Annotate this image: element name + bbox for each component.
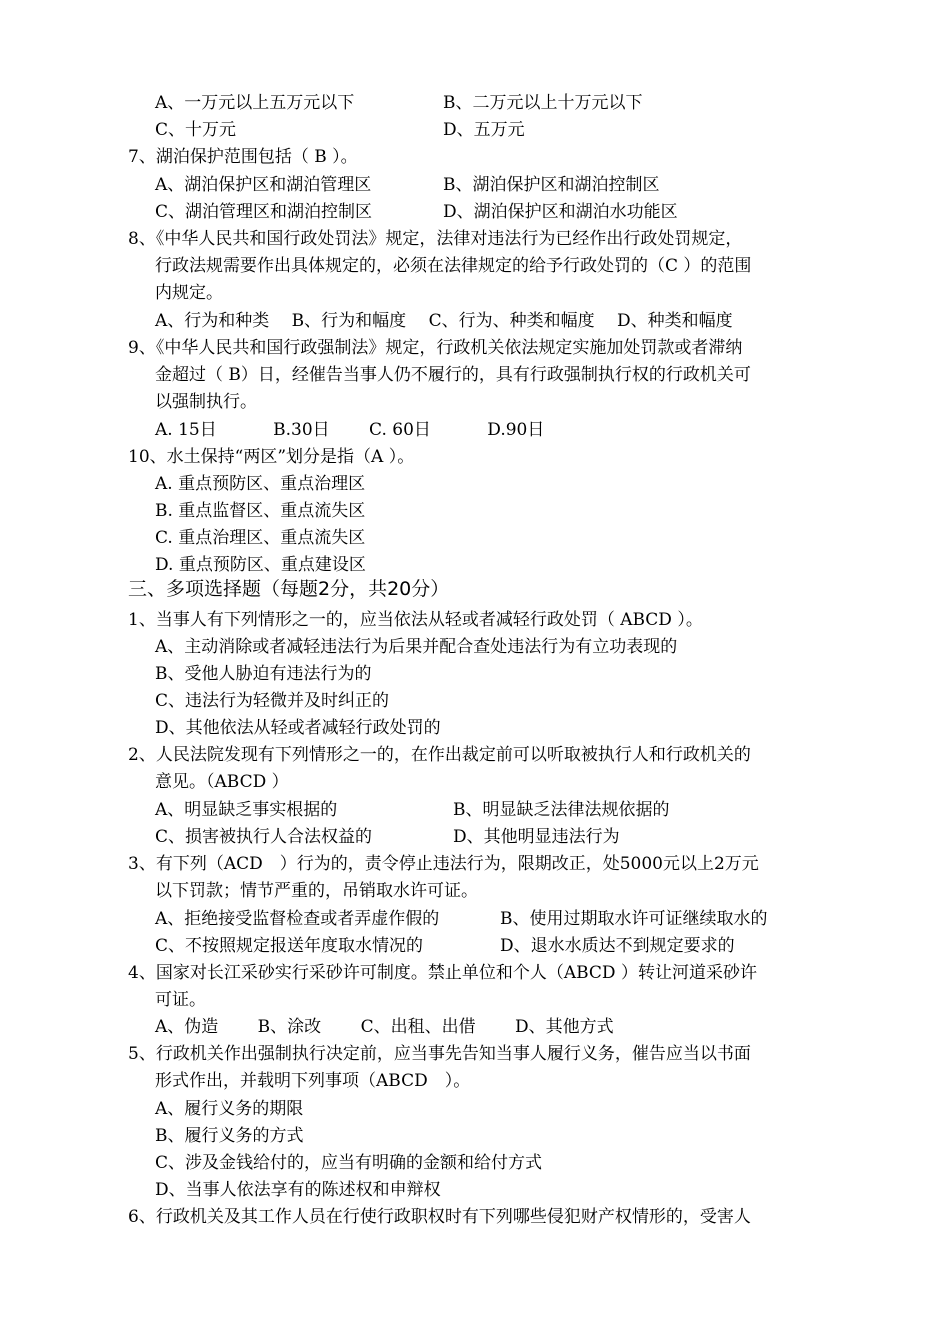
question-line: 意见。（ABCD ）	[155, 772, 289, 792]
question-line: 10、水土保持“两区”划分是指（A ）。	[128, 447, 415, 467]
question-line: 形式作出，并载明下列事项（ABCD ）。	[155, 1071, 471, 1091]
option-line: C、十万元	[155, 120, 237, 140]
option-line: C. 重点治理区、重点流失区	[155, 528, 366, 548]
section-heading: 三、多项选择题（每题2分，共20分）	[128, 578, 450, 600]
option-line: A、履行义务的期限	[155, 1099, 304, 1119]
question-line: 金超过（ B）日，经催告当事人仍不履行的，具有行政强制执行权的行政机关可	[155, 365, 751, 385]
option-line: D、退水水质达不到规定要求的	[500, 936, 735, 956]
option-line: D、其他明显违法行为	[453, 827, 620, 847]
question-line: 6、行政机关及其工作人员在行使行政职权时有下列哪些侵犯财产权情形的，受害人	[128, 1207, 751, 1227]
option-line: B、湖泊保护区和湖泊控制区	[443, 175, 660, 195]
question-line: 8、《中华人民共和国行政处罚法》规定，法律对违法行为已经作出行政处罚规定，	[128, 229, 743, 249]
option-line: B、明显缺乏法律法规依据的	[453, 800, 670, 820]
question-line: 7、湖泊保护范围包括（ B ）。	[128, 147, 358, 167]
option-line: A、主动消除或者减轻违法行为后果并配合查处违法行为有立功表现的	[155, 637, 678, 657]
option-line: A、湖泊保护区和湖泊管理区	[155, 175, 372, 195]
question-line: 9、《中华人民共和国行政强制法》规定，行政机关依法规定实施加处罚款或者滞纳	[128, 338, 743, 358]
option-line: D、湖泊保护区和湖泊水功能区	[443, 202, 678, 222]
question-line: 3、有下列（ACD ）行为的，责令停止违法行为，限期改正，处5000元以上2万元	[128, 854, 759, 874]
option-line: A、拒绝接受监督检查或者弄虚作假的	[155, 909, 440, 929]
question-line: 1、当事人有下列情形之一的，应当依法从轻或者减轻行政处罚（ ABCD ）。	[128, 610, 703, 630]
question-line: 2、人民法院发现有下列情形之一的，在作出裁定前可以听取被执行人和行政机关的	[128, 745, 751, 765]
option-line: D、五万元	[443, 120, 525, 140]
option-line: C、违法行为轻微并及时纠正的	[155, 691, 390, 711]
option-line: B、履行义务的方式	[155, 1126, 304, 1146]
question-line: 以强制执行。	[155, 392, 257, 412]
question-line: 行政法规需要作出具体规定的，必须在法律规定的给予行政处罚的（C ）的范围	[155, 256, 752, 276]
question-line: 4、国家对长江采砂实行采砂许可制度。禁止单位和个人（ABCD ）转让河道采砂许	[128, 963, 757, 983]
option-line: A、伪造 B、涂改 C、出租、出借 D、其他方式	[155, 1017, 614, 1037]
question-line: 5、行政机关作出强制执行决定前，应当事先告知当事人履行义务，催告应当以书面	[128, 1044, 751, 1064]
option-line: A. 15日 B.30日 C. 60日 D.90日	[155, 420, 545, 440]
option-line: B、受他人胁迫有违法行为的	[155, 664, 372, 684]
option-line: C、损害被执行人合法权益的	[155, 827, 373, 847]
question-line: 内规定。	[155, 283, 223, 303]
option-line: D、当事人依法享有的陈述权和申辩权	[155, 1180, 441, 1200]
option-line: A、明显缺乏事实根据的	[155, 800, 338, 820]
option-line: C、不按照规定报送年度取水情况的	[155, 936, 424, 956]
option-line: A. 重点预防区、重点治理区	[155, 474, 366, 494]
question-line: 可证。	[155, 990, 206, 1010]
option-line: C、涉及金钱给付的，应当有明确的金额和给付方式	[155, 1153, 543, 1173]
option-line: D. 重点预防区、重点建设区	[155, 555, 366, 575]
option-line: B、二万元以上十万元以下	[443, 93, 643, 113]
option-line: A、一万元以上五万元以下	[155, 93, 355, 113]
option-line: B、使用过期取水许可证继续取水的	[500, 909, 768, 929]
option-line: A、行为和种类 B、行为和幅度 C、行为、种类和幅度 D、种类和幅度	[155, 311, 733, 331]
option-line: C、湖泊管理区和湖泊控制区	[155, 202, 373, 222]
option-line: B. 重点监督区、重点流失区	[155, 501, 366, 521]
question-line: 以下罚款；情节严重的，吊销取水许可证。	[155, 881, 478, 901]
option-line: D、其他依法从轻或者减轻行政处罚的	[155, 718, 441, 738]
